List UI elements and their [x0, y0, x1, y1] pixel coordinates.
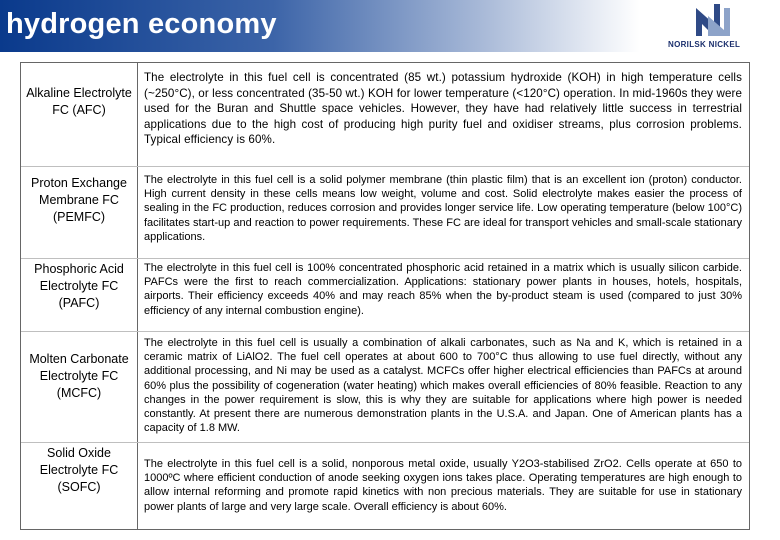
page-title: hydrogen economy	[6, 8, 277, 40]
fuel-cell-table	[20, 62, 750, 530]
fuel-cell-type-label: Proton Exchange Membrane FC (PEMFC)	[31, 176, 127, 224]
row-divider	[21, 166, 749, 167]
fuel-cell-description: The electrolyte in this fuel cell is concentrated (85 wt.) potassium hydroxide (KOH) in high temperature cells (~250°C), or less concentrated (35-50 wt.) KOH for lower temperature (<120°C) operation. In mid-1960s they were used for the Buran and Shuttle space vehicles. However, they have had relatively little success in terrestrial applications due to the high cost of producing high purity fuel and oxidiser streams, plus corrosion problems. Typical efficiency is 60%.	[144, 71, 742, 146]
row-divider	[21, 331, 749, 332]
company-logo	[660, 2, 775, 52]
logo-text: NORILSK NICKEL	[668, 40, 741, 49]
row-divider	[21, 442, 749, 443]
fuel-cell-description: The electrolyte in this fuel cell is a solid polymer membrane (thin plastic film) that is an excellent ion (proton) conductor. High current density in these cells means low weight, volume and cost. Solid electrolyte makes easier the process of sealing in the FC production, reduces corrosion and provides longer service life. Low operating temperature (below 100°C) facilitates start-up and reaction to power requirements. These FC are ideal for transport vehicles and small-scale stationary applications.	[144, 174, 742, 243]
row-divider	[21, 258, 749, 259]
fuel-cell-description: The electrolyte in this fuel cell is usually a combination of alkali carbonates, such as Na and K, which is retained in a ceramic matrix of LiAlO2. The fuel cell operates at about 600 to 700°C thus allowing to use fuel directly, without any additional processing, and Ni may be used as a catalyst. MCFCs offer higher electrical efficiencies than PAFCs at around 60% plus the possibility of cogeneration (water heating) which makes overall efficiencies of 80% feasible. Reaction to any changes in the power requirement is slow, this is why they are suitable for applications where high power is needed constantly. At present there are numerous demonstration plants in the U.S.A. and Japan. One of American plants has a capacity of 1.8 MW.	[144, 337, 742, 435]
fuel-cell-description: The electrolyte in this fuel cell is a solid, nonporous metal oxide, usually Y2O3-stabilised ZrO2. Cells operate at 650 to 1000ºC where efficient conduction of anode seeking oxygen ions takes place. Operating temperatures are high enough to allow internal reforming and promote rapid kinetics with non precious materials. They are suitable for use in stationary power plants of large and very large scale. Overall efficiency is about 60%.	[144, 458, 742, 513]
fuel-cell-type-label: Alkaline Electrolyte FC (AFC)	[26, 86, 132, 117]
fuel-cell-type-label: Phosphoric Acid Electrolyte FC (PAFC)	[34, 262, 124, 310]
fuel-cell-type-label: Molten Carbonate Electrolyte FC (MCFC)	[29, 352, 129, 400]
fuel-cell-description: The electrolyte in this fuel cell is 100% concentrated phosphoric acid retained in a matrix which is usually silicon carbide. PAFCs were the first to reach commercialization. Applications: stationary power plants in houses, hotels, hospitals, airports. Their efficiency exceeds 40% and may reach 85% when the by-product steam is used (compared to just 30% efficiency of any internal combustion engine).	[144, 262, 742, 317]
nickel-logo-icon	[688, 2, 738, 38]
column-divider	[137, 63, 138, 529]
fuel-cell-type-label: Solid Oxide Electrolyte FC (SOFC)	[39, 446, 119, 494]
